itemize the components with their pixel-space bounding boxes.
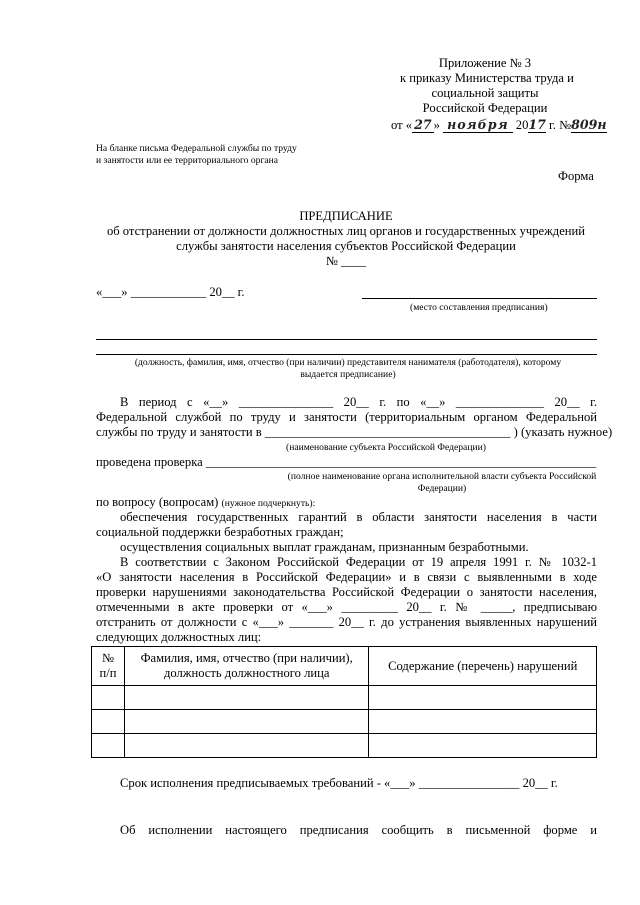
order-date-day: 27 [414, 117, 432, 132]
table-row [92, 686, 597, 710]
law-line-2: «О занятости населения в Российской Федерации» и в связи с выявленными в ходе [96, 570, 597, 584]
inspector-territorial-line: службы по труду и занятости в _______________________________________ ) (указать нужное) [96, 425, 613, 439]
violations-table [91, 646, 597, 758]
question-line [96, 495, 315, 510]
guarantees-line-2: социальной поддержки безработных граждан; [96, 525, 344, 539]
blank-note [96, 143, 297, 167]
col-name-header: Фамилия, имя, отчество (при наличии), должность должностного лица [124, 647, 369, 686]
employer-line-1 [96, 339, 597, 340]
place-caption: (место составления предписания) [410, 302, 548, 313]
issue-date: «___» ____________ 20__ г. [96, 285, 245, 299]
appendix-line1: Приложение № 3 [438, 56, 532, 70]
order-date-prefix: от « [391, 118, 413, 132]
table-header-row [92, 647, 597, 686]
law-line-5: отстранить от должности с «___» _______ 20__ г. до устранения выявленных нарушений [96, 615, 597, 629]
law-line-3: проверки нарушениями законодательства Российской Федерации о занятости населения, [96, 585, 597, 599]
authority-caption-line2: Федерации) [417, 483, 467, 494]
employer-caption-line2: выдается предписание) [300, 369, 396, 380]
final-line: Об исполнении настоящего предписания сообщить в письменной форме и [120, 823, 597, 837]
table-row [92, 710, 597, 734]
title-number: № ____ [325, 254, 367, 268]
appendix-line2: к приказу Министерства труда и [400, 71, 574, 85]
order-date-year: 17 [528, 117, 546, 132]
region-caption: (наименование субъекта Российской Федерации) [286, 442, 486, 453]
law-line-1: В соответствии с Законом Российской Федерации от 19 апреля 1991 г. № 1032-1 [120, 555, 597, 569]
blank-note-line1: На бланке письма Федеральной службы по труду [96, 143, 297, 154]
law-line-6: следующих должностных лиц: [96, 630, 262, 644]
inspector-line: Федеральной службой по труду и занятости (территориальным органом Федеральной [96, 410, 597, 424]
employer-caption-line1: (должность, фамилия, имя, отчество (при наличии) представителя нанимателя (работодателя), которому [134, 357, 562, 368]
authority-caption-line1: (полное наименование органа исполнительной власти субъекта Российской [287, 471, 597, 482]
period-line: В период с «__» _______________ 20__ г. по «__» ______________ 20__ г. [120, 395, 597, 409]
title-sub2: службы занятости населения субъектов Российской Федерации [176, 239, 516, 253]
authority-caption [286, 471, 598, 495]
appendix-line3: социальной защиты [431, 86, 539, 100]
col-number-header: № п/п [92, 647, 125, 686]
col-violations-header: Содержание (перечень) нарушений [369, 647, 597, 686]
employer-caption [96, 357, 600, 381]
title-sub1: об отстранении от должности должностных лиц органов и государственных учреждений [106, 224, 586, 238]
order-number: 809н [571, 117, 607, 132]
inspection-line: проведена проверка ______________________________________________________________ [96, 455, 597, 469]
deadline-line: Срок исполнения предписываемых требований - «___» ________________ 20__ г. [120, 776, 558, 790]
blank-note-line2: и занятости или ее территориального органа [96, 155, 279, 166]
document-title [90, 209, 602, 269]
appendix-line4: Российской Федерации [422, 101, 548, 115]
question-note: (нужное подчеркнуть): [221, 498, 316, 509]
order-date-number-label: г. № [549, 118, 572, 132]
order-date-year-prefix: 20 [515, 118, 529, 132]
question-label: по вопросу (вопросам) [96, 495, 219, 509]
law-line-4: отмеченными в акте проверки от «___» _________ 20__ г. № _____, предписываю [96, 600, 597, 614]
table-row [92, 734, 597, 758]
employer-line-2 [96, 354, 597, 355]
order-date-mid: » [433, 118, 440, 132]
order-date-line [391, 117, 607, 133]
payments-line: осуществления социальных выплат гражданам, признанным безработными. [120, 540, 529, 554]
title-main: ПРЕДПИСАНИЕ [299, 209, 393, 223]
order-date-month: ноября [443, 117, 513, 133]
appendix-block [400, 56, 574, 116]
form-label: Форма [558, 169, 594, 183]
place-line [362, 298, 597, 299]
guarantees-line: обеспечения государственных гарантий в области занятости населения в части [120, 510, 597, 524]
